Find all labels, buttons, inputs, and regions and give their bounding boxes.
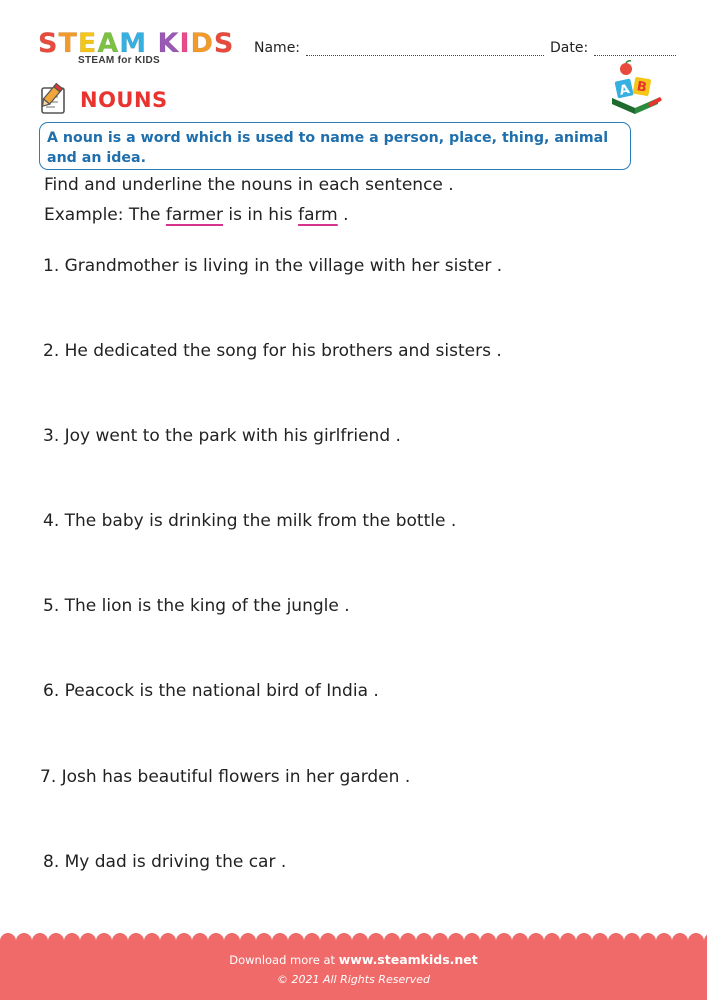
name-label: Name: [254,40,301,56]
footer-download-text: Download more at [229,953,336,967]
footer-copyright: © 2021 All Rights Reserved [276,973,430,986]
logo-letter: D [190,28,214,59]
logo-letter: T [58,28,78,59]
example-noun-farmer: farmer [165,205,224,225]
sentence-5[interactable]: 5. The lion is the king of the jungle . [43,596,350,616]
sentence-1[interactable]: 1. Grandmother is living in the village with her sister . [43,256,503,276]
logo-subtitle: STEAM for KIDS [78,55,160,66]
svg-text:B: B [635,79,648,96]
name-field[interactable] [254,40,544,56]
abc-book-icon [606,60,664,116]
definition-box: A noun is a word which is used to name a person, place, thing, animal and an idea. [39,122,631,170]
date-label: Date: [550,40,589,56]
worksheet-heading [38,82,168,118]
logo-letter: M [119,28,148,59]
sentence-6[interactable]: 6. Peacock is the national bird of India . [43,681,379,701]
footer-website-link[interactable]: www.steamkids.net [338,952,478,967]
logo-letter: A [97,28,120,59]
logo-letter: E [77,28,98,59]
footer-download [0,952,707,967]
sentence-4[interactable]: 4. The baby is drinking the milk from the bottle . [43,511,457,531]
example-suffix: . [337,205,349,225]
sentence-2[interactable]: 2. He dedicated the song for his brothers and sisters . [43,341,502,361]
page-title: NOUNS [80,88,168,112]
pencil-paper-icon [38,83,72,117]
example-prefix: Example: The [44,205,166,225]
example-sentence [44,205,349,225]
instruction-text: Find and underline the nouns in each sentence . [44,175,454,195]
footer-band [0,940,707,1000]
sentence-8[interactable]: 8. My dad is driving the car . [43,852,287,872]
logo-letter: K [157,28,180,59]
example-noun-farm: farm [298,205,338,225]
date-line[interactable] [594,43,676,56]
svg-text:A: A [618,82,632,99]
logo-letter: S [38,28,59,59]
example-middle: is in his [223,205,299,225]
logo-letter: S [213,28,235,59]
sentence-7[interactable]: 7. Josh has beautiful flowers in her garden . [40,767,411,787]
date-field[interactable] [550,40,676,56]
name-line[interactable] [306,43,544,56]
logo-letter: I [179,28,191,59]
steam-kids-logo [38,29,238,69]
sentence-3[interactable]: 3. Joy went to the park with his girlfriend . [43,426,401,446]
